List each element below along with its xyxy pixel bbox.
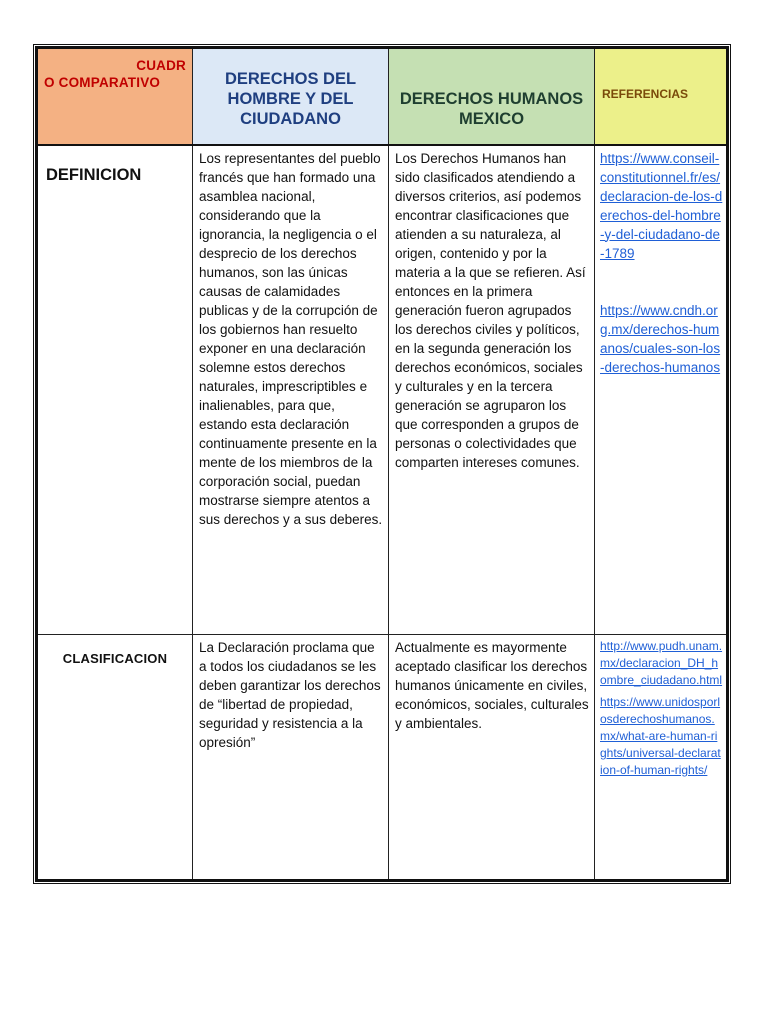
table-title bbox=[38, 49, 192, 91]
row-label-definicion: DEFINICION bbox=[46, 165, 142, 184]
row-label-clasificacion: CLASIFICACION bbox=[62, 651, 168, 666]
clasificacion-declaracion-text: La Declaración proclama que a todos los ciudadanos se les deben garantizar los derechos de “libertad de propiedad, seguridad y resistencia a la opresión” bbox=[199, 640, 381, 750]
referencias-header: REFERENCIAS bbox=[602, 87, 689, 101]
table-title-line2: O COMPARATIVO bbox=[44, 75, 161, 90]
declaracion-header-cell bbox=[193, 48, 389, 145]
reference-link[interactable]: https://www.cndh.org.mx/derechos-humanos/cuales-son-los-derechos-humanos bbox=[600, 302, 721, 375]
header-row bbox=[37, 48, 728, 145]
comparison-table bbox=[35, 46, 729, 882]
reference-link[interactable]: http://www.pudh.unam.mx/declaracion_DH_hombre_ciudadano.html bbox=[600, 639, 723, 687]
clasificacion-mexico-text: Actualmente es mayormente aceptado clasificar los derechos humanos únicamente en civiles, económicos, sociales, culturales y ambientales. bbox=[395, 640, 589, 731]
definicion-mexico-text: Los Derechos Humanos han sido clasificados atendiendo a diversos criterios, así podemos encontrar clasificaciones que atienden a su naturaleza, al origen, contenido y por la materia a la que se refieren. Así entonces en la primera generación fueron agrupados los derechos civiles y políticos, en la segunda generación los derechos económicos, sociales y culturales y en la tercera generación se agruparon los que corresponden a grupos de personas o colectividades que comparten intereses comunes. bbox=[395, 150, 586, 470]
referencias-cell bbox=[595, 145, 728, 635]
row-label-cell bbox=[37, 635, 193, 881]
referencias-cell bbox=[595, 635, 728, 881]
referencias-header-cell bbox=[595, 48, 728, 145]
definicion-declaracion-text: Los representantes del pueblo francés que han formado una asamblea nacional, considerando que la ignorancia, la negligencia o el desprecio de los derechos humanos, son las únicas causas de calamidades publicas y de la corrupción de los gobiernos han resuelto exponer en una declaración solemne estos derechos naturales, imprescriptibles e inalienables, para que, estando esta declaración continuamente presente en la mente de los miembros de la corporación social, puedan mostrarse siempre atentos a sus derechos y a sus deberes. bbox=[199, 150, 383, 527]
declaracion-cell bbox=[193, 145, 389, 635]
declaracion-header: DERECHOS DEL HOMBRE Y DEL CIUDADANO bbox=[224, 70, 357, 128]
reference-link[interactable]: https://www.unidosporlosderechoshumanos.mx/what-are-human-rights/universal-declaration-of-human-rights/ bbox=[600, 695, 721, 777]
mexico-cell bbox=[389, 635, 595, 881]
reference-link[interactable]: https://www.conseil-constitutionnel.fr/es/declaracion-de-los-derechos-del-hombre-y-del-ciudadano-de-1789 bbox=[600, 150, 723, 261]
declaracion-cell bbox=[193, 635, 389, 881]
table-title-line1: CUADR bbox=[136, 58, 186, 73]
table-row-definicion bbox=[37, 145, 728, 635]
corner-header-cell bbox=[37, 48, 193, 145]
mexico-header: DERECHOS HUMANOS MEXICO bbox=[399, 90, 584, 128]
row-label-cell bbox=[37, 145, 193, 635]
table-row-clasificacion bbox=[37, 635, 728, 881]
mexico-cell bbox=[389, 145, 595, 635]
mexico-header-cell bbox=[389, 48, 595, 145]
